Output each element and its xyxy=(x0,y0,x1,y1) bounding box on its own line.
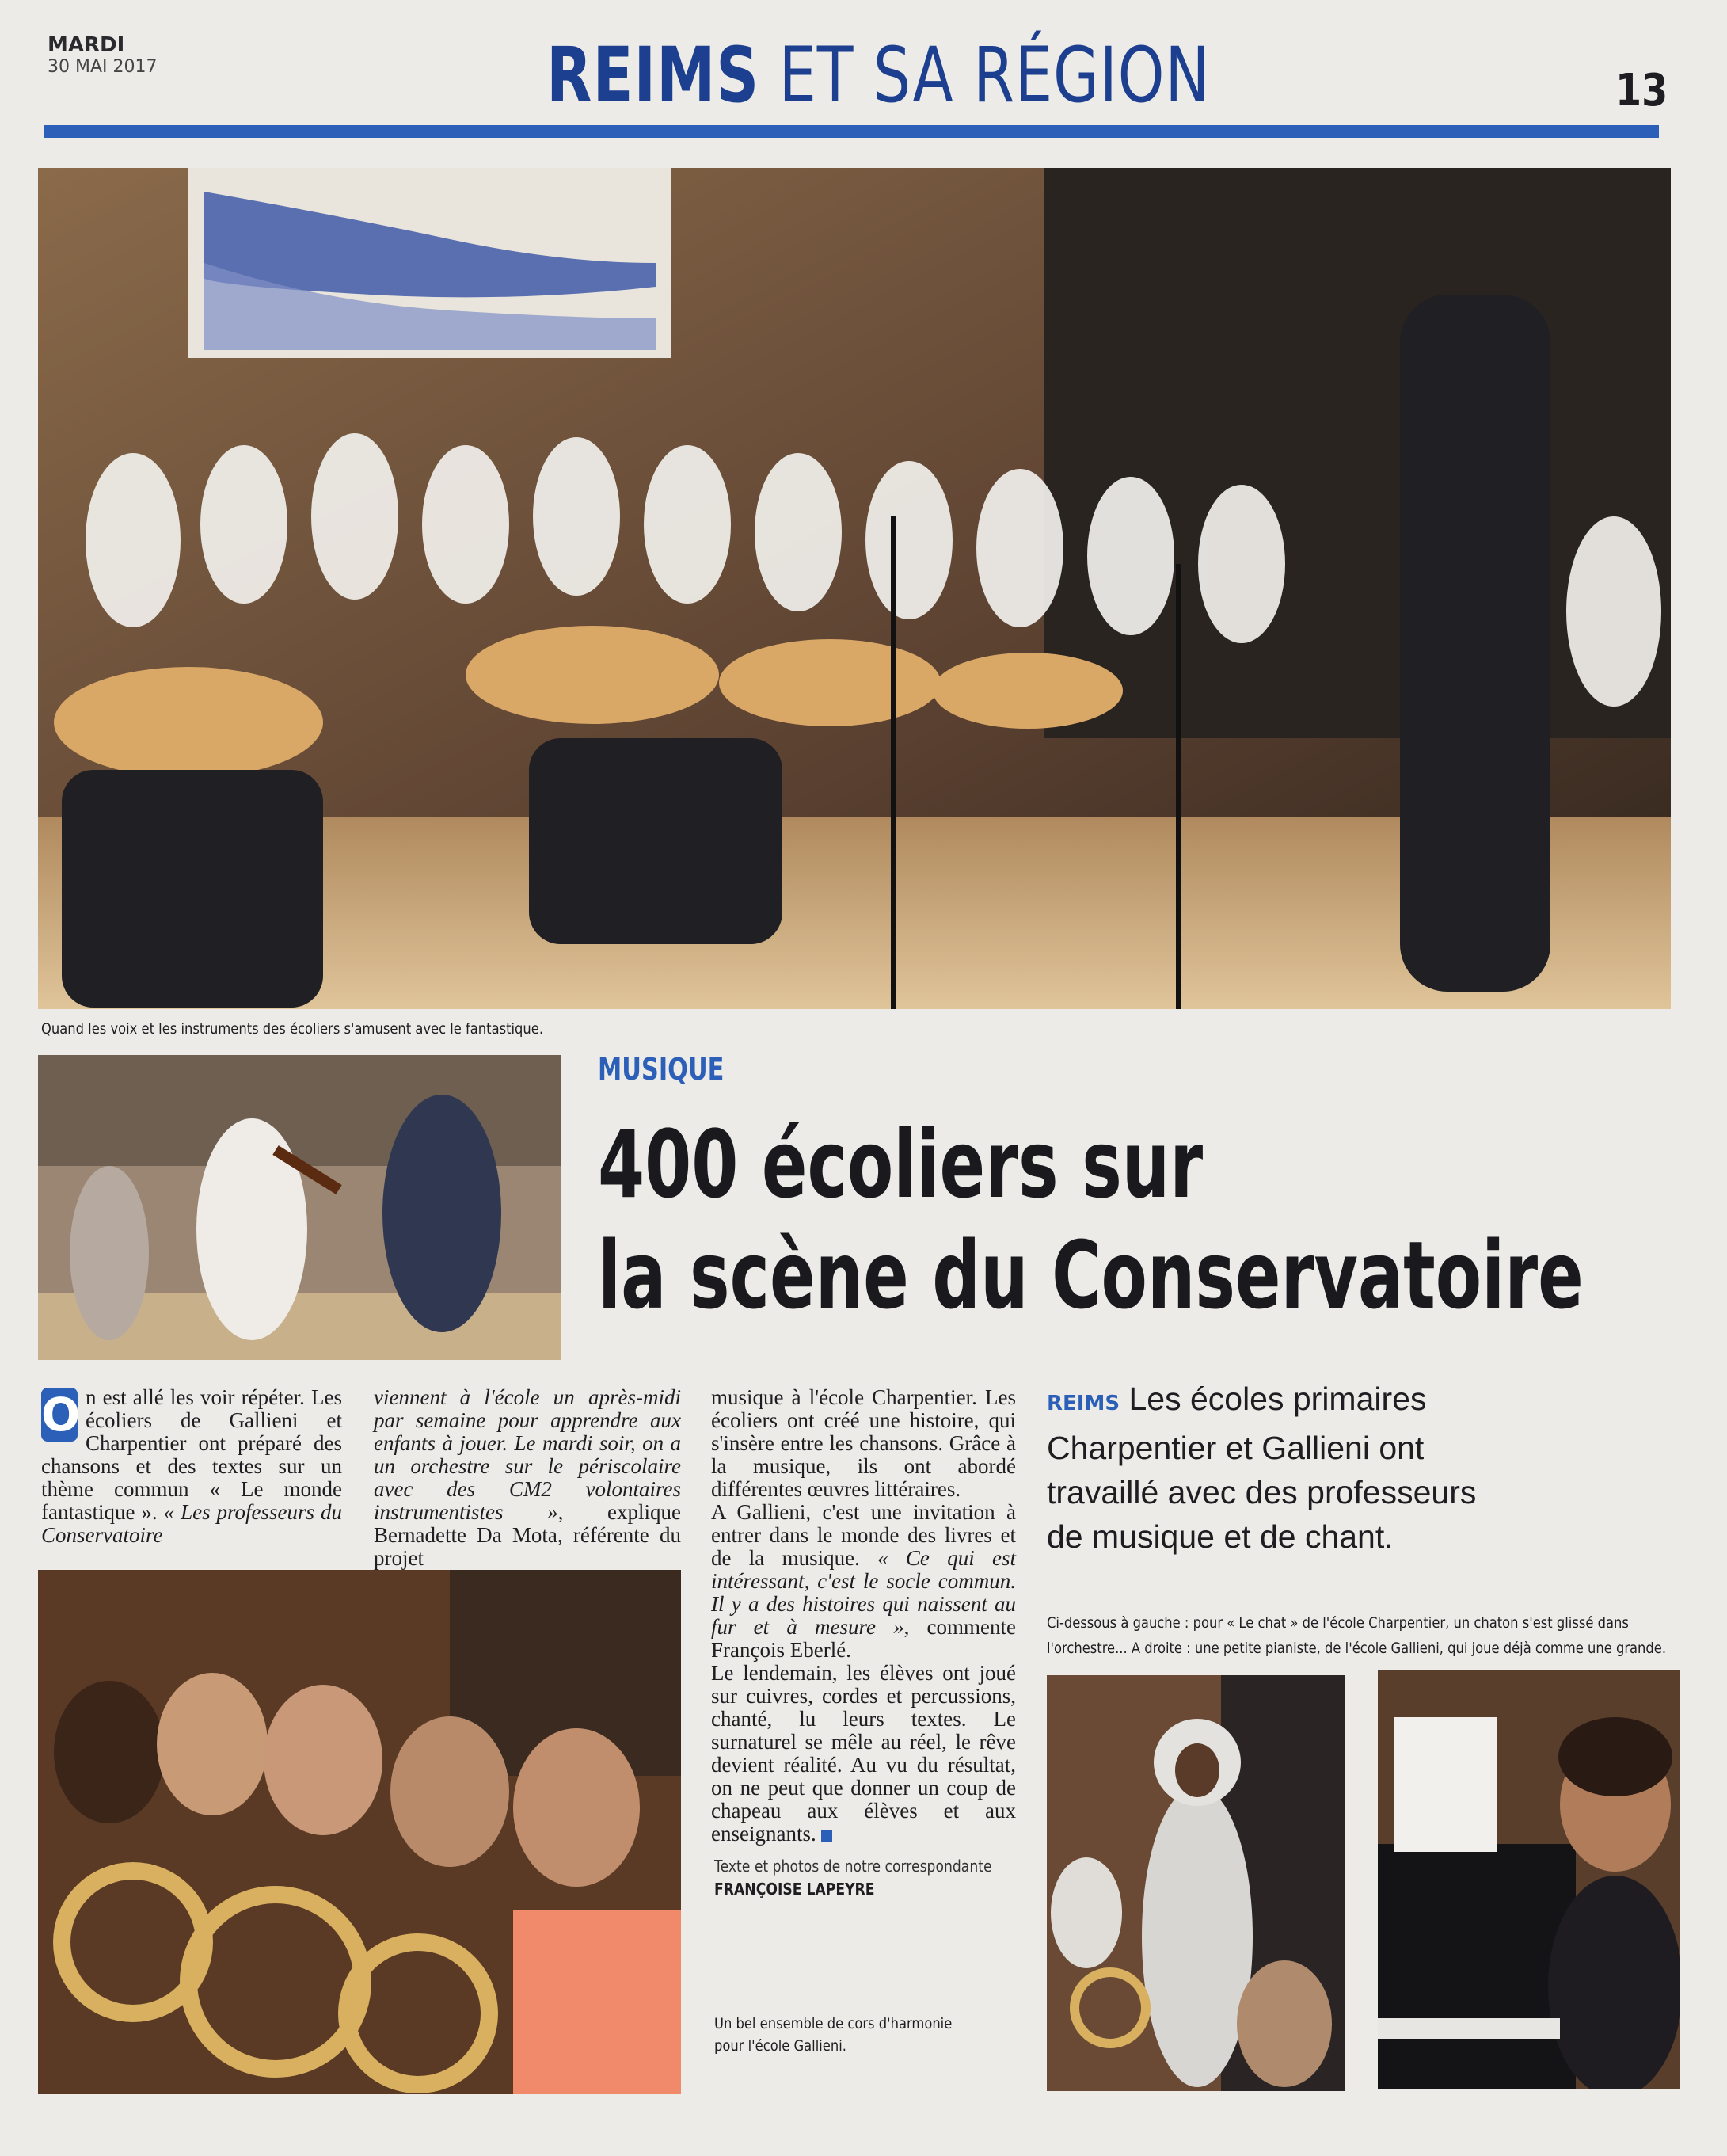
col3-p3-text: Le lendemain, les élèves ont joué sur cuivres, cordes et percussions, chanté, lu leurs textes. Le surnaturel se mêle au réel, le rêve devient réalité. Au vu du résultat, on ne peut que donner un coup de chapeau aux élèves et aux enseignants. xyxy=(711,1661,1016,1846)
col1-text: n est allé les voir répéter. Les écoliers de Gallieni et Charpentier ont préparé des chansons et des textes sur un thème commun « Le monde fantastique ». xyxy=(41,1385,342,1524)
date-full: 30 MAI 2017 xyxy=(48,57,158,77)
dropcap-letter: O xyxy=(41,1388,81,1442)
col2-text: , explique Bernadette Da Mota, référente du projet xyxy=(374,1500,681,1570)
page-number: 13 xyxy=(1615,65,1668,116)
horns-caption-line-2: pour l'école Gallieni. xyxy=(714,2037,846,2055)
section-title-bold: REIMS xyxy=(546,31,760,120)
col3-p2-end: , commente François Eberlé. xyxy=(711,1615,1016,1662)
header-rule xyxy=(44,125,1659,138)
col3-paragraph-2 xyxy=(711,1501,1016,1662)
section-title-rest: ET SA RÉGION xyxy=(778,31,1211,120)
headline xyxy=(598,1109,1584,1331)
credit-name: FRANÇOISE LAPEYRE xyxy=(714,1880,875,1899)
piano-photo xyxy=(1378,1670,1680,2089)
headline-line-2: la scène du Conservatoire xyxy=(598,1221,1584,1330)
col1-quote: « Les professeurs du Conservatoire xyxy=(41,1500,342,1547)
section-title xyxy=(546,32,1210,119)
rubric-label: MUSIQUE xyxy=(598,1052,725,1087)
horns-caption-line-1: Un bel ensemble de cors d'harmonie xyxy=(714,2015,953,2032)
col3-paragraph-3 xyxy=(711,1662,1016,1846)
horns-photo-art xyxy=(38,1570,681,2094)
small-photos-caption-line-1: Ci-dessous à gauche : pour « Le chat » de l'école Charpentier, un chaton s'est glissé dans xyxy=(1047,1614,1629,1632)
headline-line-1: 400 écoliers sur xyxy=(598,1110,1204,1219)
col3-p2-start: A Gallieni, c'est une invitation à entrer dans le monde des livres et de la musique. xyxy=(711,1500,1016,1570)
horns-photo xyxy=(38,1570,681,2094)
main-photo-art xyxy=(38,168,1671,1009)
col3-p2-quote: « Ce qui est intéressant, c'est le socle commun. Il y a des histoires qui naissent au fur et à mesure » xyxy=(711,1546,1016,1639)
kitten-photo-art xyxy=(1047,1675,1345,2091)
date-day: MARDI xyxy=(48,33,125,57)
lead-text: Les écoles primaires Charpentier et Gallieni ont travaillé avec des professeurs de musique et de chant. xyxy=(1047,1381,1477,1555)
col3-paragraph-1: musique à l'école Charpentier. Les écoliers ont créé une histoire, qui s'insère entre les chansons. Grâce à la musique, ils ont abordé différentes œuvres littéraires. xyxy=(711,1385,1016,1501)
article-column-1 xyxy=(41,1386,342,1547)
main-photo-caption: Quand les voix et les instruments des écoliers s'amusent avec le fantastique. xyxy=(41,1020,544,1038)
article-lead xyxy=(1047,1377,1490,1559)
credit-label: Texte et photos de notre correspondante xyxy=(714,1857,992,1876)
main-photo xyxy=(38,168,1671,1009)
violin-photo-art xyxy=(38,1055,561,1360)
article-column-2 xyxy=(374,1386,681,1570)
col2-quote: viennent à l'école un après-midi par semaine pour apprendre aux enfants à jouer. Le mardi soir, on a un orchestre sur le périscolaire avec des CM2 volontaires instrumentistes » xyxy=(374,1385,681,1524)
violin-photo xyxy=(38,1055,561,1360)
end-mark xyxy=(821,1830,832,1842)
kitten-photo xyxy=(1047,1675,1345,2091)
piano-photo-art xyxy=(1378,1670,1680,2089)
small-photos-caption-line-2: l'orchestre... A droite : une petite pianiste, de l'école Gallieni, qui joue déjà comme une grande. xyxy=(1047,1640,1667,1657)
lead-tag: REIMS xyxy=(1047,1392,1120,1415)
article-column-3 xyxy=(711,1386,1016,1846)
